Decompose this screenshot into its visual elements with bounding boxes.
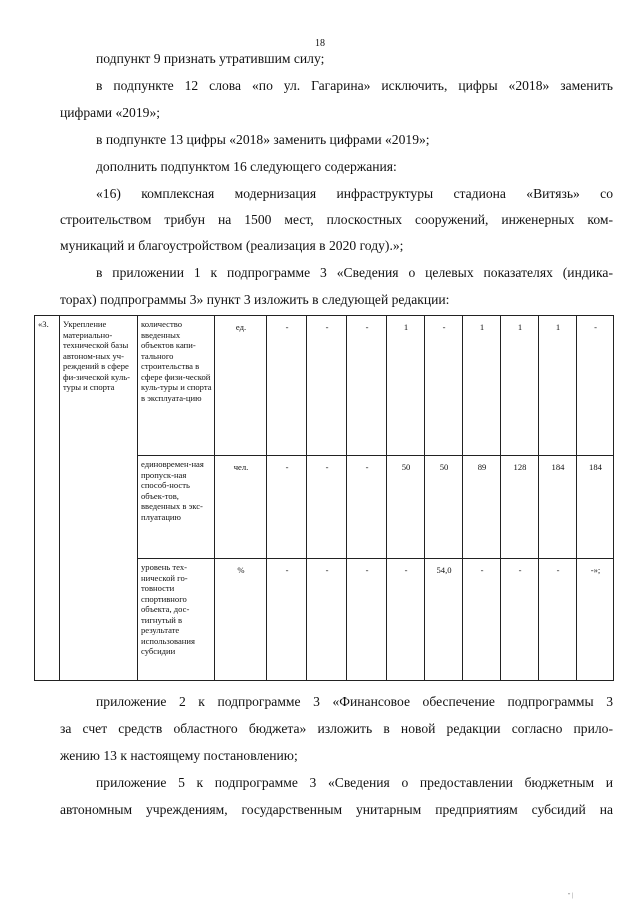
value-cell: - (267, 559, 307, 681)
paragraph-line: «16) комплексная модернизация инфраструктуры стадиона «Витязь» со (96, 186, 613, 201)
value-cell: 184 (577, 456, 614, 559)
value-cell: -»; (577, 559, 614, 681)
paragraph-line: подпункт 9 признать утратившим силу; (96, 51, 325, 66)
value-cell: - (501, 559, 539, 681)
value-cell: 1 (539, 316, 577, 456)
value-cell: - (347, 316, 387, 456)
page-number: 18 (315, 38, 325, 49)
value-cell: 54,0 (425, 559, 463, 681)
value-cell: 50 (387, 456, 425, 559)
value-cell: - (347, 456, 387, 559)
activity-cell: Укрепление материально-технической базы автоном-ных уч-реждений в сфере фи-зической куль-туры и спорта (60, 316, 138, 681)
paragraph-line: в подпункте 12 слова «по ул. Гагарина» исключить, цифры «2018» заменить (96, 78, 613, 93)
paragraph-line: за счет средств областного бюджета» изложить в новой редакции согласно прило- (60, 721, 613, 736)
table-row (35, 316, 614, 456)
paragraph-line: торах) подпрограммы 3» пункт 3 изложить в следующей редакции: (60, 292, 450, 307)
paragraph-line: дополнить подпунктом 16 следующего содержания: (96, 159, 397, 174)
scan-mark: " | (568, 893, 574, 899)
value-cell: 50 (425, 456, 463, 559)
paragraph-line: автономным учреждениям, государственным унитарным предприятиям субсидий на (60, 802, 613, 817)
value-cell: - (387, 559, 425, 681)
indicators-table (34, 315, 614, 681)
row-number-cell: «3. (35, 316, 60, 681)
paragraph-line: строительством трибун на 1500 мест, плоскостных сооружений, инженерных ком- (60, 212, 613, 227)
paragraph-line: приложение 5 к подпрограмме 3 «Сведения о предоставлении бюджетным и (96, 775, 613, 790)
paragraph-line: приложение 2 к подпрограмме 3 «Финансовое обеспечение подпрограммы 3 (96, 694, 613, 709)
paragraph-line: муникаций и благоустройством (реализация в 2020 году).»; (60, 238, 404, 253)
unit-cell: % (215, 559, 267, 681)
paragraph-line: цифрами «2019»; (60, 105, 161, 120)
indicator-cell: уровень тех-нической го-товности спортивного объекта, дос-тигнутый в результате использования субсидии (138, 559, 215, 681)
indicator-cell: единовремен-ная пропуск-ная способ-ность объек-тов, введенных в экс-плуатацию (138, 456, 215, 559)
paragraph-line: жению 13 к настоящему постановлению; (60, 748, 298, 763)
value-cell: - (463, 559, 501, 681)
value-cell: 128 (501, 456, 539, 559)
paragraph-line: в приложении 1 к подпрограмме 3 «Сведения о целевых показателях (индика- (96, 265, 613, 280)
value-cell: - (577, 316, 614, 456)
value-cell: - (307, 559, 347, 681)
value-cell: - (347, 559, 387, 681)
value-cell: 1 (501, 316, 539, 456)
value-cell: - (425, 316, 463, 456)
value-cell: 1 (463, 316, 501, 456)
value-cell: - (307, 316, 347, 456)
value-cell: - (267, 456, 307, 559)
indicator-cell: количество введенных объектов капи-тального строительства в сфере физи-ческой куль-туры и спорта в эксплуата-цию (138, 316, 215, 456)
paragraph-line: в подпункте 13 цифры «2018» заменить цифрами «2019»; (96, 132, 430, 147)
unit-cell: ед. (215, 316, 267, 456)
value-cell: - (267, 316, 307, 456)
value-cell: 184 (539, 456, 577, 559)
unit-cell: чел. (215, 456, 267, 559)
value-cell: 89 (463, 456, 501, 559)
value-cell: - (539, 559, 577, 681)
value-cell: - (307, 456, 347, 559)
value-cell: 1 (387, 316, 425, 456)
